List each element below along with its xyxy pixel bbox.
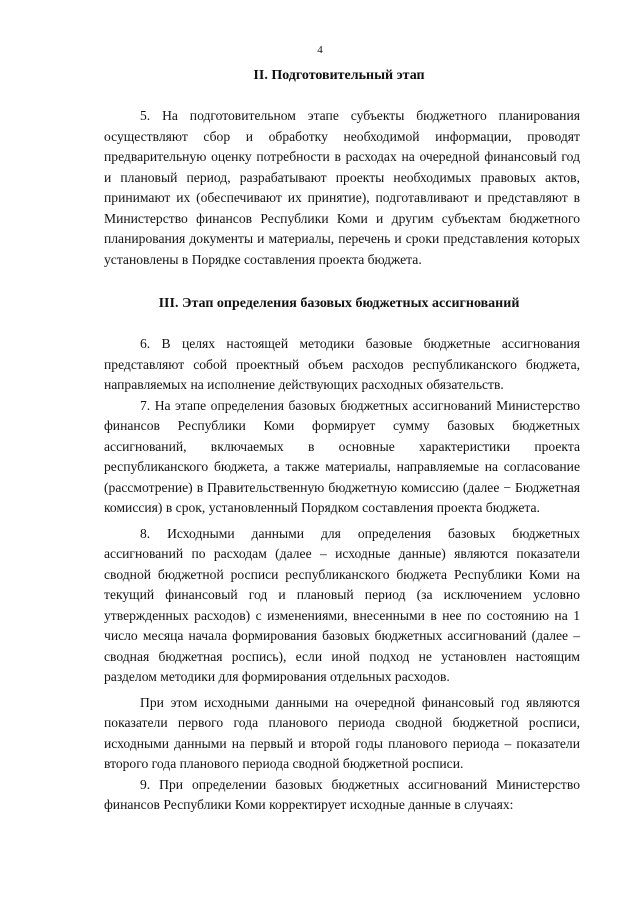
- paragraph-5: 5. На подготовительном этапе субъекты бюджетного планирования осуществляют сбор и обработку необходимой информации, проводят предварительную оценку потребности в расходах на очередной финансовый год и плановый период, разрабатывают проекты необходимых правовых актов, принимают их (обеспечивают их принятие), подготавливают и представляют в Министерство финансов Республики Коми и другим субъектам бюджетного планирования документы и материалы, перечень и сроки представления которых установлены в Порядке составления проекта бюджета.: [104, 108, 580, 267]
- paragraph-8: 8. Исходными данными для определения базовых бюджетных ассигнований по расходам (далее – исходные данные) являются показатели сводной бюджетной росписи республиканского бюджета Республики Коми на текущий финансовый год и плановый период (за исключением условно утвержденных расходов) с изменениями, внесенными в нее по состоянию на 1 число месяца начала формирования базовых бюджетных ассигнований (далее – сводная бюджетная роспись), если иной подход не установлен настоящим разделом методики для формирования отдельных расходов.: [104, 525, 580, 684]
- section-2-heading: II. Подготовительный этап: [253, 68, 425, 83]
- paragraph-6: 6. В целях настоящей методики базовые бюджетные ассигнования представляют собой проектный объем расходов республиканского бюджета, направляемых на исполнение действующих расходных обязательств.: [104, 336, 580, 392]
- section-3-heading: III. Этап определения базовых бюджетных ассигнований: [158, 296, 520, 311]
- page-number: 4: [317, 44, 323, 56]
- paragraph-7: 7. На этапе определения базовых бюджетных ассигнований Министерство финансов Республики Коми формирует сумму базовых бюджетных ассигнований, включаемых в основные характеристики проекта республиканского бюджета, а также материалы, направляемые на согласование (рассмотрение) в Правительственную бюджетную комиссию (далее − Бюджетная комиссия) в срок, установленный Порядком составления проекта бюджета.: [104, 397, 580, 515]
- section-3-body: [104, 334, 580, 816]
- paragraph-8-continuation: При этом исходными данными на очередной финансовый год являются показатели первого года планового периода сводной бюджетной росписи, исходными данными на первый и второй годы планового периода – показатели второго года планового периода сводной бюджетной росписи.: [104, 694, 580, 771]
- section-2-body: [104, 106, 580, 270]
- paragraph-9: 9. При определении базовых бюджетных ассигнований Министерство финансов Республики Коми корректирует исходные данные в случаях:: [104, 776, 580, 812]
